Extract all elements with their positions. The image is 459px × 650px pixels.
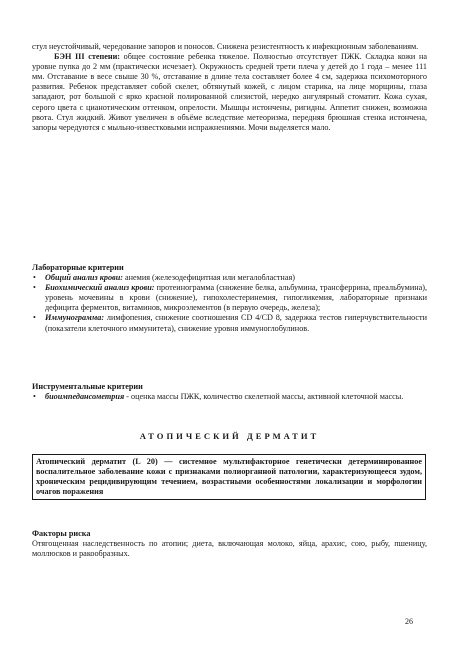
list-item: [32, 392, 427, 402]
lab-heading: Лабораторные критерии: [32, 263, 124, 272]
item-label: Иммунограмма:: [45, 313, 105, 323]
intro-paragraph: стул неустойчивый, чередование запоров и поносов. Снижена резистентность к инфекционным заболеваниям.: [32, 42, 419, 51]
instr-list: [32, 392, 427, 402]
page-number: 26: [405, 617, 413, 626]
list-item: [32, 283, 427, 313]
item-label: Общий анализ крови:: [45, 273, 123, 283]
item-text: анемия (железодефицитная или мегалобластная): [122, 273, 295, 283]
grade3-text: общее состояние ребенка тяжелое. Полностью отсутствует ПЖК. Складка кожи на уровне пупка до 2 мм (практически исчезает). Окружность средней трети плеча у детей до 1 года – менее 111 мм. Отставание в весе свыше 30 %, отставание в длине тела составляет более 4 см, задержка психомоторного развития. Ребенок представляет собой скелет, обтянутый кожей, с лицом старика, на лице морщины, глаза западают, рот большой с ярко красной полированной слизистой, нередко ангулярный стоматит. Кожа сухая, серого цвета с цианотическим оттенком, опрелости. Мышцы истончены, ригидны. Аппетит снижен, возможна рвота. Стул жидкий. Живот увеличен в объёме вследствие метеоризма, передняя брюшная стенка истончена, запоры чередуются с мыльно-известковыми испражнениями. Мочи выделяется мало.: [32, 52, 427, 132]
item-label: Биохимический анализ крови:: [45, 283, 155, 293]
risk-text: Отягощенная наследственность по атопии; диета, включающая молоко, яйца, арахис, сою, рыбу, пшеницу, моллюсков и ракообразных.: [32, 539, 427, 559]
intro-section: [32, 42, 427, 133]
instrumental-criteria-section: [32, 382, 427, 402]
item-text: оценка массы ПЖК, количество скелетной массы, активной клеточной массы.: [128, 392, 404, 402]
grade3-paragraph: [32, 52, 427, 133]
lab-criteria-section: [32, 263, 427, 334]
risk-heading: Факторы риска: [32, 529, 91, 538]
section-title: АТОПИЧЕСКИЙ ДЕРМАТИТ: [139, 431, 320, 441]
item-label: биоимпедансометрия -: [45, 392, 129, 402]
item-text: протеинограмма (снижение белка, альбумина, трансферрина, преальбумина), уровень мочевины в крови (снижение), гипохолестеринемия, гипогликемия, лабораторные признаки дефицита ферментов, витаминов, микроэлементов (в первую очередь, железа);: [45, 283, 427, 313]
grade3-label: БЭН III степени:: [54, 52, 121, 62]
lab-list: [32, 273, 427, 334]
definition-box: Атопический дерматит (L 20) — системное мультифакторное генетически детерминированное воспалительное заболевание кожи с признаками полиорганной патологии, характеризующееся зудом, хроническим рецидивирующим течением, возрастными особенностями локализации и морфологии очагов поражения: [32, 454, 426, 500]
list-item: [32, 273, 427, 283]
item-text: лимфопения, снижение соотношения CD 4/CD 8, задержка тестов гиперчувствительности (показатели клеточного иммунитета), снижение уровня иммуноглобулинов.: [45, 313, 427, 333]
risk-factors-section: [32, 529, 427, 559]
instr-heading: Инструментальные критерии: [32, 382, 143, 391]
list-item: [32, 313, 427, 333]
